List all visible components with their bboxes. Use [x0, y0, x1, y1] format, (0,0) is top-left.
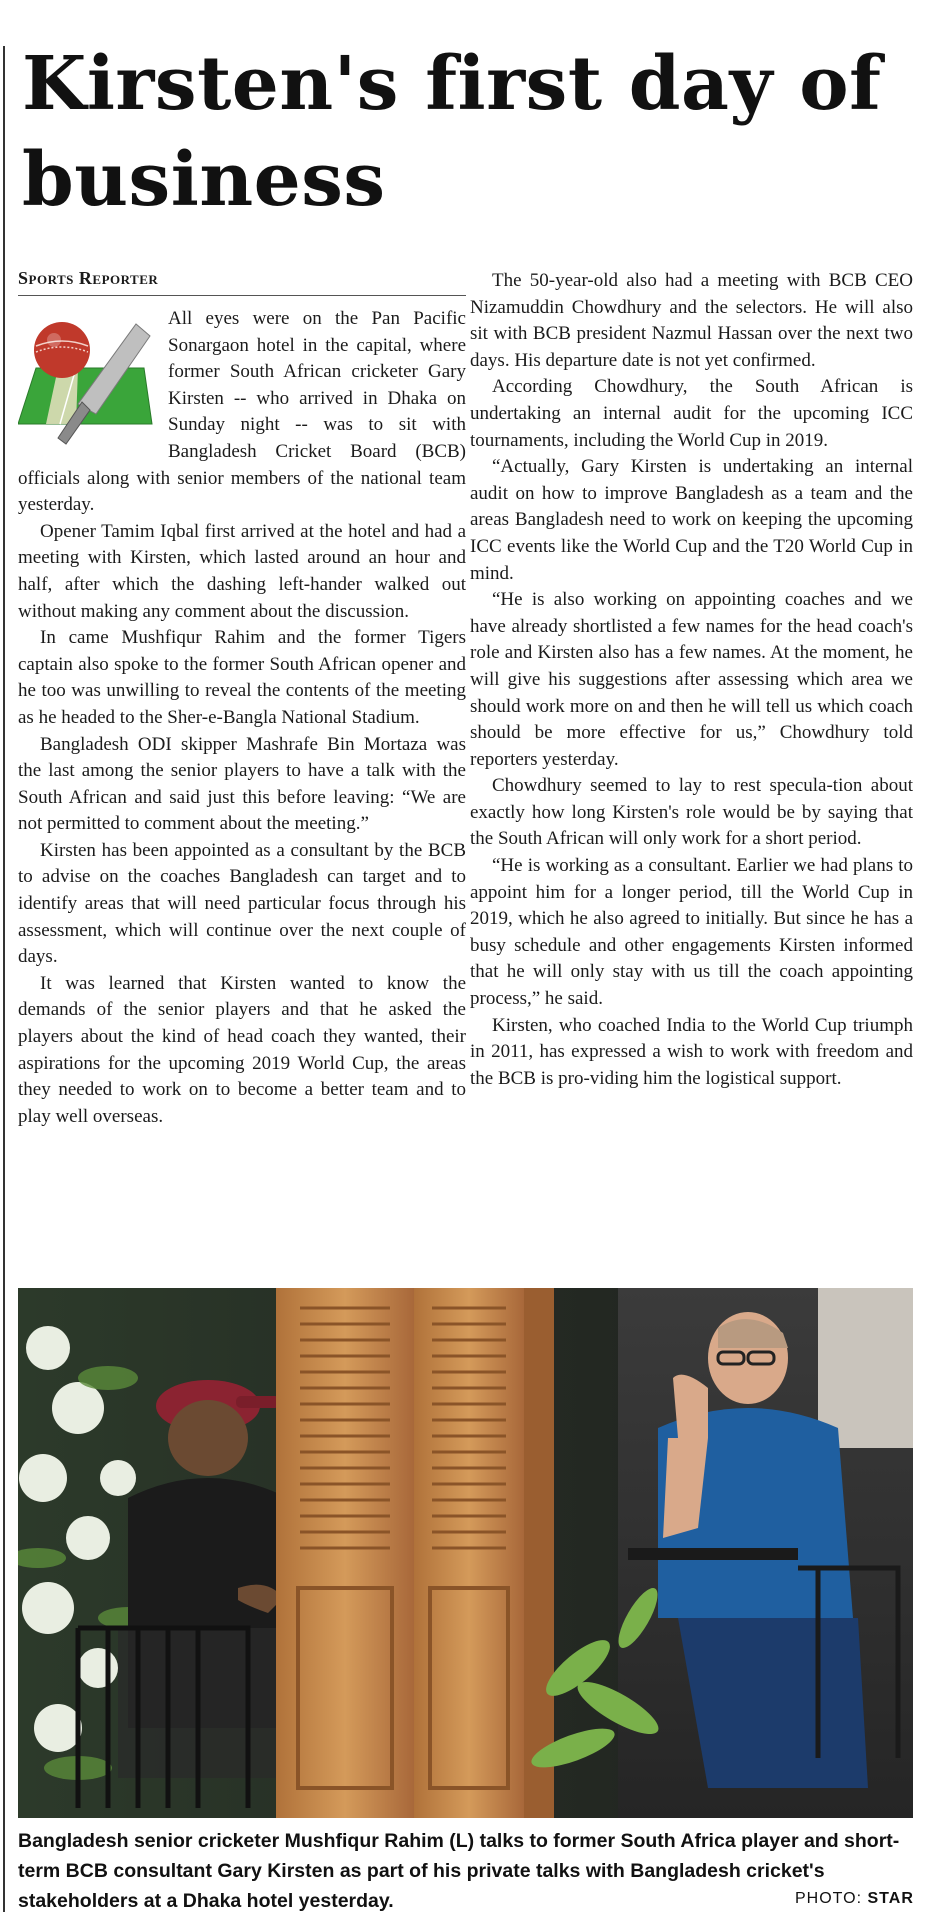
paragraph: Kirsten has been appointed as a consultant by the BCB to advise on the coaches Bangladesh can target and to identify areas that will need particular focus through his assessment, which will continue over the next couple of days.: [18, 839, 466, 968]
column-rule: [3, 46, 5, 1912]
paragraph: Chowdhury seemed to lay to rest specula-tion about exactly how long Kirsten's role would be by saying that the South African will only work for a short period.: [470, 775, 913, 850]
paragraph: All eyes were on the Pan Pacific Sonargaon hotel in the capital, where former South African cricketer Gary Kirsten -- who arrived in Dhaka on Sunday night -- was to sit with Bangladesh Cricket Board (BCB) officials along with senior members of the national team yesterday.: [18, 308, 466, 516]
headline: Kirsten's first day of business: [22, 41, 882, 223]
paragraph: “He is also working on appointing coaches and we have already shortlisted a few names for the head coach's role and Kirsten also has a few names. At the moment, he will give his suggestions after assessing which area we should work more on and then he will tell us which coach should be more effective for us,” Chowdhury told reporters yesterday.: [470, 589, 913, 770]
paragraph: “Actually, Gary Kirsten is undertaking an internal audit on how to improve Bangladesh as a team and the areas Bangladesh need to work on keeping the upcoming ICC events like the World Cup and the T20 World Cup in mind.: [470, 456, 913, 584]
paragraph: Kirsten, who coached India to the World Cup triumph in 2011, has expressed a wish to work with freedom and the BCB is pro-viding him the logistical support.: [470, 1014, 913, 1089]
paragraph: In came Mushfiqur Rahim and the former Tigers captain also spoke to the former South African opener and he too was unwilling to reveal the contents of the meeting as he headed to the Sher-e-Bangla National Stadium.: [18, 627, 466, 728]
news-photo: [18, 1288, 913, 1818]
photo-credit-source: STAR: [867, 1890, 914, 1907]
paragraph: Bangladesh ODI skipper Mashrafe Bin Mortaza was the last among the senior players to have a talk with the South African and said just this before leaving: “We are not permitted to comment about the meeting.”: [18, 733, 466, 835]
paragraph: “He is working as a consultant. Earlier we had plans to appoint him for a longer period, till the World Cup in 2019, which he also agreed to initially. But since he has a busy schedule and other engagements Kirsten informed that he will only stay with us till the coach appointing process,” he said.: [470, 855, 913, 1010]
cricket-logo-icon: [18, 306, 158, 452]
paragraph: It was learned that Kirsten wanted to know the demands of the senior players and that he asked the players about the kind of head coach they wanted, their aspirations for the upcoming 2019 World Cup, the areas they needed to work on to become a better team and to play well overseas.: [18, 972, 466, 1127]
photo-caption: Bangladesh senior cricketer Mushfiqur Rahim (L) talks to former South Africa player and short-term BCB consultant Gary Kirsten as part of his private talks with Bangladesh cricket's stakeholders at a Dhaka hotel yesterday.: [18, 1830, 900, 1912]
paragraph: Opener Tamim Iqbal first arrived at the hotel and had a meeting with Kirsten, which lasted around an hour and half, after which the dashing left-hander walked out without making any comment about the discussion.: [18, 520, 466, 622]
photo-credit: [795, 1890, 914, 1908]
byline: Sports Reporter: [18, 268, 466, 296]
paragraph: The 50-year-old also had a meeting with BCB CEO Nizamuddin Chowdhury and the selectors. He will also sit with BCB president Nazmul Hassan over the next two days. His departure date is not yet confirmed.: [470, 270, 913, 371]
photo-credit-label: PHOTO:: [795, 1890, 863, 1907]
paragraph: According Chowdhury, the South African is undertaking an internal audit for the upcoming ICC tournaments, including the World Cup in 2019.: [470, 376, 913, 451]
article-column-right: [470, 268, 913, 1092]
article-column-left: [18, 306, 466, 1130]
